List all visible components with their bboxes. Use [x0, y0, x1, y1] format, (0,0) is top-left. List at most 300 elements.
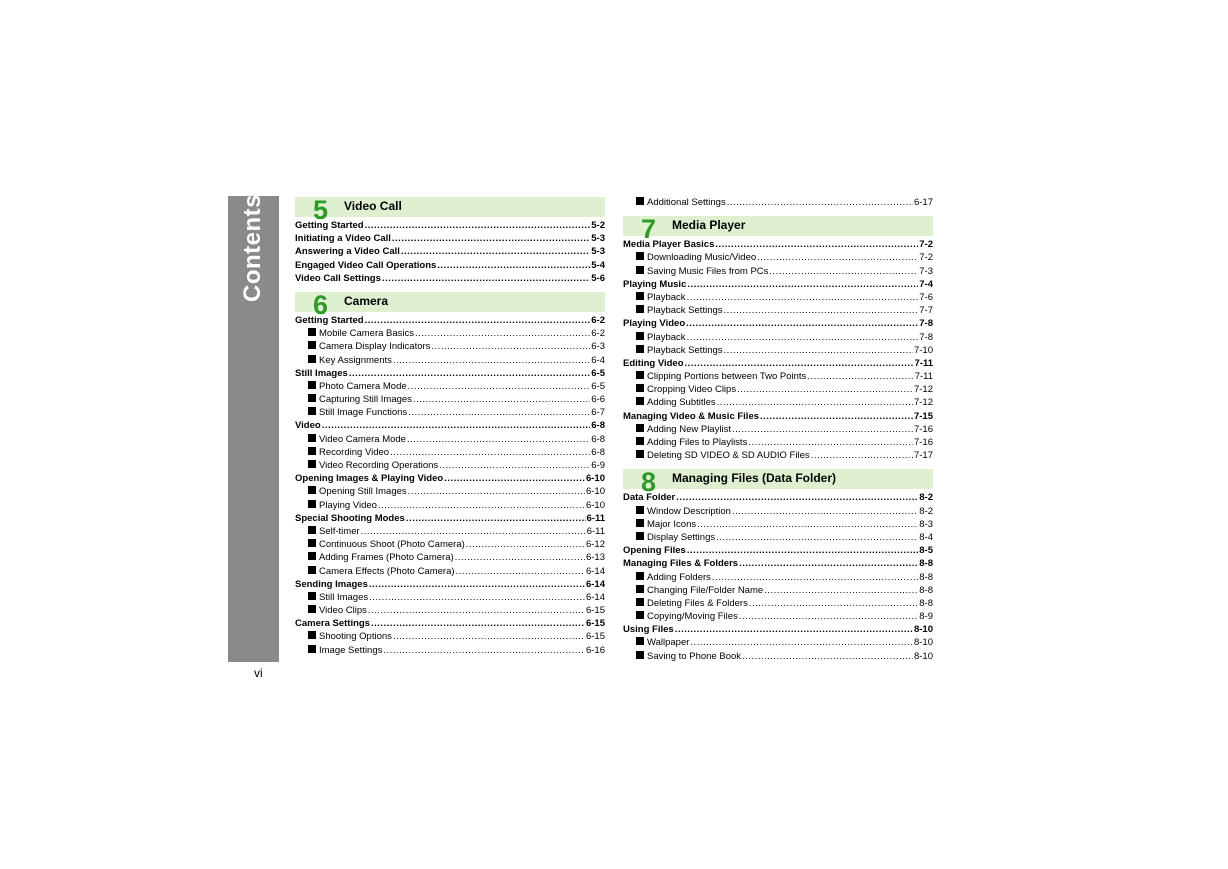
chapter-header	[295, 195, 605, 225]
toc-entry-label: Mobile Camera Basics	[319, 328, 415, 340]
bullet-square-icon	[636, 519, 644, 527]
toc-page-ref: 8-5	[919, 545, 933, 557]
dot-leader	[717, 397, 913, 408]
toc-page-ref: 7-12	[913, 384, 933, 396]
toc-subentry[interactable]	[295, 645, 605, 658]
toc-entry-label: Video Recording Operations	[319, 460, 439, 471]
dot-leader	[811, 450, 913, 461]
bullet-square-icon	[308, 539, 316, 547]
dot-leader	[724, 305, 919, 316]
bullet-square-icon	[308, 434, 316, 442]
toc-subentry[interactable]	[623, 384, 933, 397]
toc-entry-label: Adding Frames (Photo Camera)	[319, 552, 454, 564]
toc-entry-label: Saving to Phone Book	[647, 650, 742, 662]
toc-page-ref: 6-8	[591, 420, 605, 432]
toc-page-ref: 6-16	[585, 644, 605, 656]
toc-page-ref: 7-7	[919, 305, 933, 317]
toc-entry[interactable]	[623, 411, 933, 424]
toc-entry-label: Still Images	[319, 591, 369, 603]
toc-entry-label: Video	[295, 420, 321, 432]
toc-page-ref: 5-3	[591, 246, 605, 258]
toc-entry-label: Opening Still Images	[319, 486, 407, 498]
toc-page-ref: 6-11	[586, 512, 605, 524]
toc-entry-label: Cropping Video Clips	[647, 384, 737, 396]
dot-leader	[687, 545, 918, 556]
toc-page-ref: 7-2	[919, 239, 933, 251]
dot-leader	[712, 572, 918, 583]
bullet-square-icon	[636, 397, 644, 405]
toc-entry[interactable]	[295, 473, 605, 486]
toc-page-ref: 6-10	[585, 486, 605, 498]
toc-entry-label: Display Settings	[647, 531, 716, 543]
toc-entry-label: Still Images	[295, 367, 348, 379]
toc-subentry[interactable]	[623, 252, 933, 265]
toc-subentry[interactable]	[295, 407, 605, 420]
dot-leader	[439, 460, 590, 471]
bullet-square-icon	[308, 592, 316, 600]
dot-leader	[764, 585, 918, 596]
toc-entry-label: Still Image Functions	[319, 407, 408, 419]
toc-subentry[interactable]	[623, 345, 933, 358]
dot-leader	[401, 246, 590, 257]
toc-column-left	[295, 197, 605, 658]
toc-page-ref: 6-2	[591, 314, 605, 326]
toc-page-ref: 8-3	[919, 518, 933, 530]
toc-subentry[interactable]	[295, 381, 605, 394]
toc-subentry[interactable]	[623, 397, 933, 410]
toc-page-ref: 5-4	[591, 259, 605, 271]
toc-page-ref: 6-8	[591, 446, 605, 458]
bullet-square-icon	[636, 266, 644, 274]
toc-entry-label: Changing File/Folder Name	[647, 584, 764, 596]
toc-entry[interactable]	[623, 624, 933, 637]
toc-page-ref: 8-10	[913, 650, 933, 662]
chapter-number: 8	[641, 467, 657, 498]
toc-subentry[interactable]	[623, 637, 933, 650]
toc-entry-label: Copying/Moving Files	[647, 611, 738, 623]
chapter-title: Managing Files (Data Folder)	[672, 471, 837, 486]
dot-leader	[393, 631, 585, 642]
bullet-square-icon	[636, 252, 644, 260]
toc-page-ref: 6-7	[591, 407, 605, 419]
toc-page-ref: 6-12	[585, 539, 605, 551]
toc-entry[interactable]	[295, 579, 605, 592]
bullet-square-icon	[636, 651, 644, 659]
toc-entry[interactable]	[623, 558, 933, 571]
toc-entry[interactable]	[623, 279, 933, 292]
toc-page-ref: 6-17	[913, 197, 933, 208]
dot-leader	[769, 266, 918, 277]
dot-leader	[349, 368, 590, 379]
toc-page-ref: 6-14	[585, 591, 605, 603]
toc-page-ref: 6-5	[591, 367, 605, 379]
toc-entry-label: Shooting Options	[319, 631, 392, 643]
dot-leader	[369, 579, 585, 590]
toc-subentry[interactable]	[623, 585, 933, 598]
toc-page-ref: 6-4	[591, 354, 605, 366]
toc-entry[interactable]	[623, 545, 933, 558]
toc-subentry[interactable]	[295, 526, 605, 539]
dot-leader	[371, 618, 585, 629]
toc-entry-label: Continuous Shoot (Photo Camera)	[319, 539, 465, 551]
toc-subentry[interactable]	[295, 631, 605, 644]
toc-page-ref: 6-15	[585, 631, 605, 643]
toc-entry-label: Playback Settings	[647, 305, 723, 317]
dot-leader	[407, 434, 590, 445]
toc-subentry[interactable]	[295, 552, 605, 565]
toc-subentry[interactable]	[623, 424, 933, 437]
bullet-square-icon	[308, 394, 316, 402]
dot-leader	[676, 492, 918, 503]
dot-leader	[390, 447, 590, 458]
side-tab-label: Contents	[239, 194, 266, 302]
toc-page-ref: 8-2	[919, 492, 933, 504]
toc-page-ref: 7-8	[919, 331, 933, 343]
toc-subentry[interactable]	[623, 197, 933, 210]
bullet-square-icon	[636, 345, 644, 353]
dot-leader	[715, 239, 918, 250]
toc-subentry[interactable]	[623, 651, 933, 664]
toc-entry-label: Adding Folders	[647, 571, 711, 583]
toc-page-ref: 8-8	[919, 558, 933, 570]
dot-leader	[431, 341, 590, 352]
toc-entry-label: Key Assignments	[319, 354, 392, 366]
toc-entry-label: Playing Video	[623, 318, 686, 330]
toc-page-ref: 8-8	[919, 597, 933, 609]
toc-subentry[interactable]	[295, 566, 605, 579]
toc-subentry[interactable]	[623, 532, 933, 545]
dot-leader	[408, 381, 591, 392]
bullet-square-icon	[308, 407, 316, 415]
dot-leader	[687, 332, 919, 343]
toc-subentry[interactable]	[623, 519, 933, 532]
toc-entry-label: Adding New Playlist	[647, 423, 731, 435]
toc-page-ref: 7-15	[913, 410, 933, 422]
bullet-square-icon	[308, 645, 316, 653]
chapter-number: 6	[313, 289, 329, 320]
toc-page-ref: 7-2	[919, 252, 933, 264]
bullet-square-icon	[308, 500, 316, 508]
dot-leader	[413, 394, 590, 405]
toc-entry-label: Window Description	[647, 505, 731, 517]
toc-page-ref: 6-6	[591, 394, 605, 406]
dot-leader	[378, 500, 585, 511]
toc-page-ref: 7-11	[914, 357, 933, 369]
toc-entry-label: Initiating a Video Call	[295, 233, 391, 245]
chapter-title: Camera	[344, 293, 389, 308]
bullet-square-icon	[308, 526, 316, 534]
toc-entry-label: Engaged Video Call Operations	[295, 259, 437, 271]
toc-entry-label: Camera Settings	[295, 618, 370, 630]
toc-subentry[interactable]	[623, 332, 933, 345]
bullet-square-icon	[636, 292, 644, 300]
toc-entry-label: Using Files	[623, 624, 674, 636]
toc-entry[interactable]	[295, 273, 605, 286]
dot-leader	[365, 220, 591, 231]
toc-entry-label: Playback	[647, 331, 686, 343]
dot-leader	[716, 532, 918, 543]
toc-subentry[interactable]	[295, 486, 605, 499]
toc-entry-label: Opening Files	[623, 545, 686, 557]
toc-entry-label: Downloading Music/Video	[647, 252, 757, 264]
bullet-square-icon	[636, 437, 644, 445]
page-number: vi	[254, 666, 263, 680]
toc-page-ref: 7-6	[919, 291, 933, 303]
toc-page-ref: 7-16	[913, 437, 933, 448]
bullet-square-icon	[636, 611, 644, 619]
chapter-title: Media Player	[672, 218, 746, 233]
toc-page-ref: 6-9	[591, 460, 605, 471]
toc-page-ref: 8-10	[913, 637, 933, 649]
toc-subentry[interactable]	[623, 450, 933, 463]
toc-subentry[interactable]	[295, 539, 605, 552]
toc-entry[interactable]	[295, 260, 605, 273]
toc-column-right	[623, 197, 933, 664]
bullet-square-icon	[308, 341, 316, 349]
toc-entry-label: Video Camera Mode	[319, 433, 406, 445]
toc-page-ref: 6-15	[585, 618, 605, 630]
bullet-square-icon	[636, 384, 644, 392]
toc-entry-label: Photo Camera Mode	[319, 380, 407, 392]
toc-entry-label: Adding Files to Playlists	[647, 437, 748, 448]
bullet-square-icon	[308, 552, 316, 560]
dot-leader	[685, 358, 914, 369]
toc-page-ref: 6-5	[591, 380, 605, 392]
dot-leader	[757, 252, 918, 263]
chapter-number: 7	[641, 214, 657, 245]
toc-entry[interactable]	[295, 246, 605, 259]
contents-side-tab	[228, 196, 279, 662]
toc-page-ref: 6-2	[591, 328, 605, 340]
toc-subentry[interactable]	[623, 292, 933, 305]
bullet-square-icon	[308, 631, 316, 639]
toc-entry-label: Playing Video	[319, 499, 377, 511]
toc-entry-label: Image Settings	[319, 644, 383, 656]
toc-subentry[interactable]	[623, 506, 933, 519]
toc-entry-label: Sending Images	[295, 578, 368, 590]
dot-leader	[444, 473, 585, 484]
toc-entry-label: Camera Effects (Photo Camera)	[319, 565, 455, 577]
toc-entry-label: Managing Files & Folders	[623, 558, 739, 570]
bullet-square-icon	[636, 585, 644, 593]
toc-entry-label: Additional Settings	[647, 197, 726, 208]
dot-leader	[697, 519, 918, 530]
toc-subentry[interactable]	[295, 592, 605, 605]
toc-entry[interactable]	[295, 220, 605, 233]
toc-page-ref: 7-8	[919, 318, 933, 330]
bullet-square-icon	[308, 566, 316, 574]
dot-leader	[732, 424, 913, 435]
toc-subentry[interactable]	[623, 266, 933, 279]
dot-leader	[687, 279, 918, 290]
bullet-square-icon	[636, 371, 644, 379]
toc-page-ref: 7-10	[913, 344, 933, 356]
chapter-number: 5	[313, 195, 329, 225]
dot-leader	[368, 605, 585, 616]
toc-entry[interactable]	[295, 233, 605, 246]
dot-leader	[365, 315, 591, 326]
dot-leader	[408, 407, 590, 418]
dot-leader	[456, 566, 585, 577]
toc-page-ref: 8-9	[919, 611, 933, 623]
toc-subentry[interactable]	[623, 305, 933, 318]
dot-leader	[748, 437, 913, 448]
bullet-square-icon	[636, 506, 644, 514]
toc-page-ref: 7-17	[913, 450, 933, 462]
toc-subentry[interactable]	[623, 611, 933, 624]
bullet-square-icon	[636, 598, 644, 606]
toc-page-ref: 8-10	[913, 624, 933, 636]
bullet-square-icon	[308, 381, 316, 389]
toc-entry-label: Self-timer	[319, 525, 360, 537]
toc-page-ref: 5-3	[591, 233, 605, 245]
toc-entry-label: Getting Started	[295, 220, 364, 231]
toc-page-ref: 7-3	[919, 265, 933, 277]
dot-leader	[415, 328, 590, 339]
toc-subentry[interactable]	[295, 355, 605, 368]
toc-entry[interactable]	[295, 618, 605, 631]
dot-leader	[690, 637, 913, 648]
toc-entry[interactable]	[295, 368, 605, 381]
toc-page-ref: 6-10	[585, 473, 605, 485]
bullet-square-icon	[308, 605, 316, 613]
toc-entry-label: Video Clips	[319, 605, 367, 617]
dot-leader	[383, 645, 585, 656]
toc-page-ref: 7-4	[919, 278, 933, 290]
toc-page-ref: 6-8	[591, 433, 605, 445]
bullet-square-icon	[636, 332, 644, 340]
bullet-square-icon	[308, 486, 316, 494]
toc-page-ref: 6-13	[585, 552, 605, 564]
toc-entry-label: Answering a Video Call	[295, 246, 400, 258]
toc-subentry[interactable]	[295, 605, 605, 618]
toc-page-ref: 6-10	[585, 499, 605, 511]
bullet-square-icon	[308, 355, 316, 363]
toc-entry-label: Saving Music Files from PCs	[647, 265, 769, 277]
toc-entry-label: Opening Images & Playing Video	[295, 473, 444, 485]
toc-entry-label: Video Call Settings	[295, 272, 381, 284]
toc-subentry[interactable]	[295, 328, 605, 341]
toc-entry-label: Camera Display Indicators	[319, 341, 431, 353]
toc-page-ref: 8-4	[919, 531, 933, 543]
toc-page-ref: 7-12	[913, 397, 933, 409]
bullet-square-icon	[308, 328, 316, 336]
dot-leader	[382, 273, 590, 284]
toc-subentry[interactable]	[295, 434, 605, 447]
dot-leader	[408, 486, 585, 497]
toc-subentry[interactable]	[295, 394, 605, 407]
toc-entry[interactable]	[295, 513, 605, 526]
toc-page-ref: 8-8	[919, 571, 933, 583]
dot-leader	[455, 552, 585, 563]
dot-leader	[686, 318, 918, 329]
toc-entry-label: Capturing Still Images	[319, 394, 412, 406]
toc-entry-label: Special Shooting Modes	[295, 512, 405, 524]
dot-leader	[393, 355, 590, 366]
toc-entry-label: Playback	[647, 291, 686, 303]
toc-subentry[interactable]	[623, 598, 933, 611]
dot-leader	[392, 233, 590, 244]
toc-entry-label: Deleting Files & Folders	[647, 597, 748, 609]
toc-page-ref: 5-2	[591, 220, 605, 231]
toc-entry[interactable]	[295, 420, 605, 433]
dot-leader	[739, 611, 918, 622]
bullet-square-icon	[308, 460, 316, 468]
toc-page-ref: 6-11	[586, 525, 605, 537]
toc-page-ref: 7-16	[913, 423, 933, 435]
toc-entry[interactable]	[623, 318, 933, 331]
toc-entry-label: Managing Video & Music Files	[623, 410, 760, 422]
toc-subentry[interactable]	[295, 447, 605, 460]
toc-entry-label: Playback Settings	[647, 344, 723, 356]
bullet-square-icon	[308, 447, 316, 455]
dot-leader	[732, 506, 918, 517]
dot-leader	[749, 598, 918, 609]
toc-page-ref: 6-15	[585, 605, 605, 617]
toc-entry[interactable]	[623, 358, 933, 371]
toc-page-ref: 8-8	[919, 584, 933, 596]
toc-entry-label: Recording Video	[319, 446, 390, 458]
bullet-square-icon	[636, 572, 644, 580]
toc-entry-label: Wallpaper	[647, 637, 690, 649]
dot-leader	[361, 526, 586, 537]
toc-subentry[interactable]	[295, 500, 605, 513]
dot-leader	[406, 513, 586, 524]
toc-subentry[interactable]	[623, 437, 933, 450]
toc-subentry[interactable]	[623, 572, 933, 585]
dot-leader	[807, 371, 913, 382]
dot-leader	[687, 292, 919, 303]
toc-entry-label: Getting Started	[295, 314, 364, 326]
toc-page-ref: 8-2	[919, 505, 933, 517]
toc-subentry[interactable]	[295, 341, 605, 354]
bullet-square-icon	[636, 637, 644, 645]
toc-entry[interactable]	[295, 315, 605, 328]
toc-page-ref: 5-6	[591, 272, 605, 284]
dot-leader	[760, 411, 913, 422]
toc-entry-label: Major Icons	[647, 518, 697, 530]
toc-page-ref: 6-3	[591, 341, 605, 353]
chapter-title: Video Call	[344, 199, 402, 213]
toc-entry-label: Data Folder	[623, 492, 676, 504]
toc-entry-label: Adding Subtitles	[647, 397, 716, 409]
bullet-square-icon	[636, 197, 644, 205]
toc-page-ref: 7-11	[914, 371, 933, 383]
toc-subentry[interactable]	[623, 371, 933, 384]
toc-entry[interactable]	[623, 492, 933, 505]
dot-leader	[724, 345, 913, 356]
bullet-square-icon	[636, 305, 644, 313]
toc-subentry[interactable]	[295, 460, 605, 473]
toc-entry-label: Clipping Portions between Two Points	[647, 371, 807, 383]
toc-entry-label: Playing Music	[623, 278, 687, 290]
dot-leader	[675, 624, 913, 635]
dot-leader	[437, 260, 590, 271]
bullet-square-icon	[636, 424, 644, 432]
toc-entry-label: Deleting SD VIDEO & SD AUDIO Files	[647, 450, 810, 462]
dot-leader	[742, 651, 913, 662]
toc-entry-label: Editing Video	[623, 357, 684, 369]
dot-leader	[369, 592, 585, 603]
bullet-square-icon	[636, 450, 644, 458]
dot-leader	[322, 420, 591, 431]
dot-leader	[737, 384, 913, 395]
bullet-square-icon	[636, 532, 644, 540]
toc-page-ref: 6-14	[585, 565, 605, 577]
dot-leader	[739, 558, 918, 569]
dot-leader	[466, 539, 585, 550]
toc-entry[interactable]	[623, 239, 933, 252]
